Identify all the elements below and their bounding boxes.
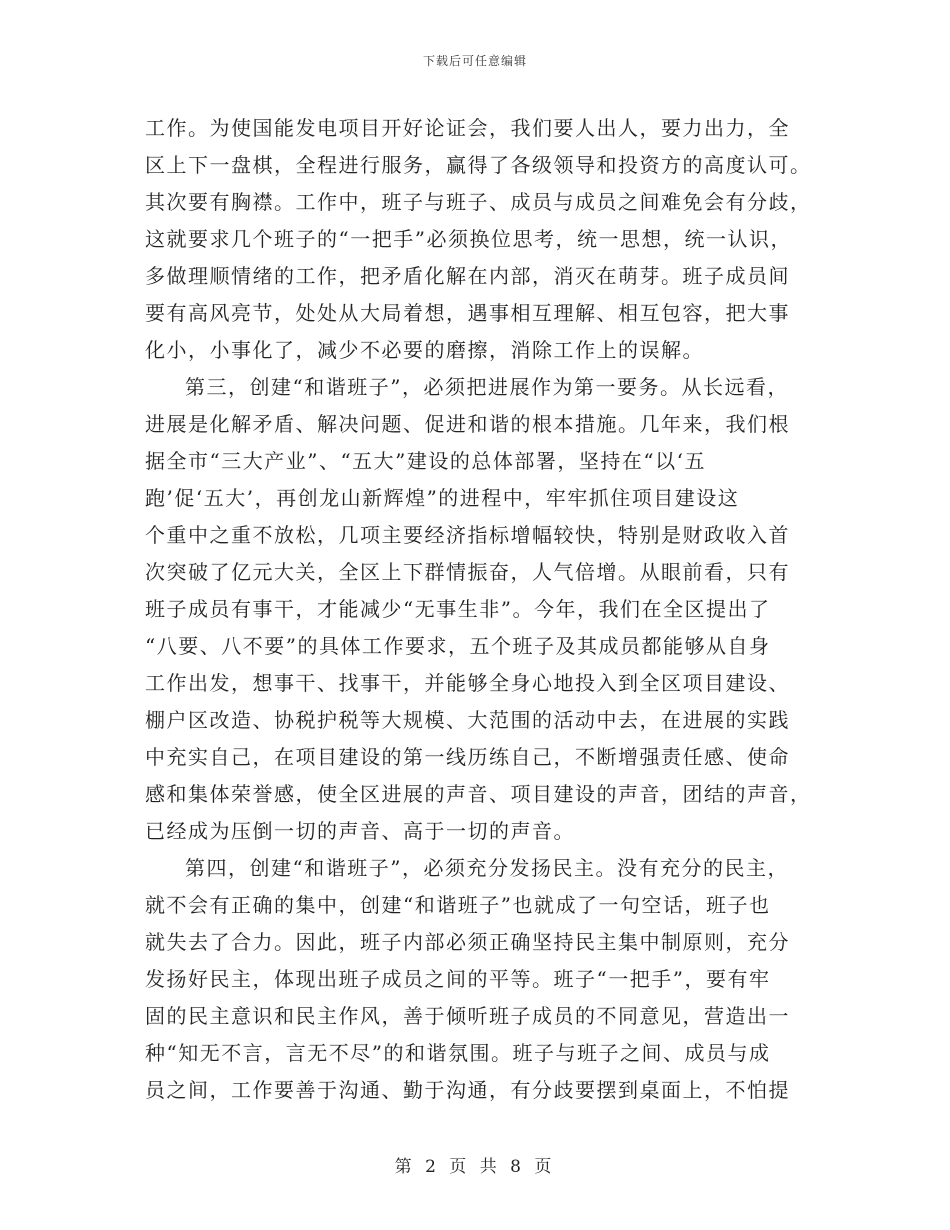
text-line: 班子成员有事干，才能减少“无事生非”。今年，我们在全区提出了	[145, 597, 771, 621]
text-line: 种“知无不言，言无不尽”的和谐氛围。班子与班子之间、成员与成	[145, 1041, 771, 1065]
page-header: 下载后可任意编辑	[422, 54, 527, 68]
text-line: 就失去了合力。因此，班子内部必须正确坚持民主集中制原则，充分	[145, 930, 790, 954]
text-line: 员之间，工作要善于沟通、勤于沟通，有分歧要摆到桌面上，不怕提	[145, 1078, 790, 1102]
text-line: 化小，小事化了，减少不必要的磨擦，消除工作上的误解。	[145, 338, 704, 362]
text-line: 据全市“三大产业”、“五大”建设的总体部署，坚持在“以‘五	[145, 449, 706, 473]
text-line: 进展是化解矛盾、解决问题、促进和谐的根本措施。几年来，我们根	[145, 412, 790, 436]
text-line: 已经成为压倒一切的声音、高于一切的声音。	[145, 819, 575, 843]
text-line: 跑’促‘五大’，再创龙山新辉煌”的进程中，牢牢抓住项目建设这	[145, 486, 740, 510]
text-line: 个重中之重不放松，几项主要经济指标增幅较快，特别是财政收入首	[145, 523, 790, 547]
text-line: 棚户区改造、协税护税等大规模、大范围的活动中去，在进展的实践	[145, 708, 790, 732]
text-line: 工作出发，想事干、找事干，并能够全身心地投入到全区项目建设、	[145, 671, 790, 695]
text-line: 发扬好民主，体现出班子成员之间的平等。班子“一把手”，要有牢	[145, 967, 771, 991]
text-line: 感和集体荣誉感，使全区进展的声音、项目建设的声音，团结的声音，	[145, 782, 812, 806]
text-line: 要有高风亮节，处处从大局着想，遇事相互理解、相互包容，把大事	[145, 301, 790, 325]
text-line: “八要、八不要”的具体工作要求，五个班子及其成员都能够从自身	[145, 634, 771, 658]
page-number: 第 2 页 共 8 页	[394, 1157, 556, 1177]
document-body	[145, 110, 812, 1109]
text-line: 区上下一盘棋，全程进行服务，赢得了各级领导和投资方的高度认可。	[145, 153, 812, 177]
text-line: 工作。为使国能发电项目开好论证会，我们要人出人，要力出力，全	[145, 116, 790, 140]
text-line: 次突破了亿元大关，全区上下群情振奋，人气倍增。从眼前看，只有	[145, 560, 790, 584]
text-line: 中充实自己，在项目建设的第一线历练自己，不断增强责任感、使命	[145, 745, 790, 769]
text-line: 多做理顺情绪的工作，把矛盾化解在内部，消灭在萌芽。班子成员间	[145, 264, 790, 288]
text-line: 其次要有胸襟。工作中，班子与班子、成员与成员之间难免会有分歧，	[145, 190, 812, 214]
text-line: 就不会有正确的集中，创建“和谐班子”也就成了一句空话，班子也	[145, 893, 771, 917]
paragraph-first-line: 第三，创建“和谐班子”，必须把进展作为第一要务。从长远看，	[185, 375, 789, 399]
paragraph-first-line: 第四，创建“和谐班子”，必须充分发扬民主。没有充分的民主，	[185, 856, 789, 880]
text-line: 固的民主意识和民主作风，善于倾听班子成员的不同意见，营造出一	[145, 1004, 790, 1028]
text-line: 这就要求几个班子的“一把手”必须换位思考，统一思想，统一认识，	[145, 227, 792, 251]
